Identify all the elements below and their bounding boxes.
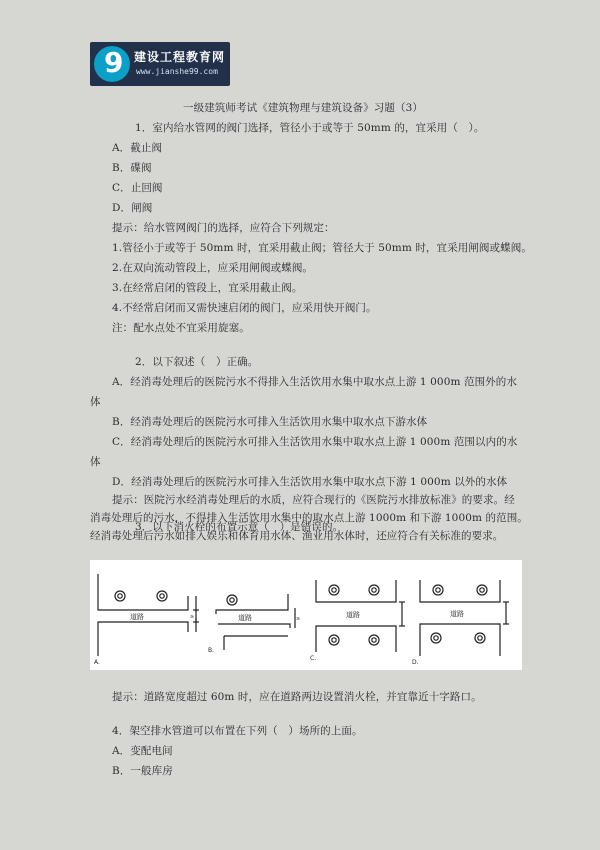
road-label: 道路	[450, 610, 464, 618]
q2-option-c-line1: C．经消毒处理后的医院污水可排入生活饮用水集中取水点上游 1 000m 范围以内的水	[112, 436, 518, 448]
q2-option-a-line1: A．经消毒处理后的医院污水不得排入生活饮用水集中取水点上游 1 000m 范围外的水	[112, 376, 517, 388]
q1-stem: 1．室内给水管网的阀门选择，管径小于或等于 50mm 的，宜采用（ ）。	[135, 122, 485, 134]
hydrant-icon	[329, 585, 339, 595]
q4-stem: 4．架空排水管道可以布置在下列（ ）场所的上面。	[112, 725, 363, 737]
hydrant-icon	[475, 633, 485, 643]
q2-hint-line3: 经消毒处理后污水如排入娱乐和体育用水体、渔业用水体时，还应符合有关标准的要求。	[90, 530, 504, 542]
q1-note: 注：配水点处不宜采用旋塞。	[112, 322, 250, 334]
q2-hint-line1: 提示：医院污水经消毒处理后的水质，应符合现行的《医院污水排放标准》的要求。经	[112, 494, 515, 506]
panel-label-d: D.	[412, 659, 419, 666]
q2-option-b: B．经消毒处理后的医院污水可排入生活饮用水集中取水点下游水体	[112, 416, 428, 428]
q3-stem: 3．以下消火栓的布置示意（ ）是错误的。	[135, 521, 344, 533]
svg-text:≥: ≥	[190, 614, 195, 620]
document-title: 一级建筑师考试《建筑物理与建筑设备》习题（3）	[183, 102, 423, 114]
hydrant-icon	[227, 595, 237, 605]
road-label: 道路	[346, 611, 360, 619]
hydrant-layout-diagram	[90, 560, 522, 670]
q2-option-d: D．经消毒处理后的医院污水可排入生活饮用水集中取水点下游 1 000m 以外的水体	[112, 476, 508, 488]
hydrant-icon	[369, 635, 379, 645]
q2-stem: 2．以下叙述（ ）正确。	[135, 356, 259, 368]
panel-label-c: C.	[310, 655, 317, 662]
panel-label-a: A.	[94, 659, 100, 666]
hydrant-icon	[433, 585, 443, 595]
panel-a	[94, 574, 199, 666]
q1-hint-title: 提示：给水管网阀门的选择，应符合下列规定：	[112, 222, 335, 234]
hydrant-icon	[477, 585, 487, 595]
q2-option-c-line2: 体	[90, 456, 101, 468]
q1-hint-3: 3.在经常启闭的管段上，宜采用截止阀。	[112, 282, 303, 294]
q2-option-a-line2: 体	[90, 396, 101, 408]
q3-hint: 提示：道路宽度超过 60m 时，应在道路两边设置消火栓，并宜靠近十字路口。	[112, 691, 482, 703]
q1-option-b: B．碟阀	[112, 162, 152, 174]
svg-text:≥: ≥	[296, 616, 301, 622]
logo-name: 建设工程教育网	[134, 50, 226, 64]
hydrant-icon	[115, 591, 125, 601]
hydrant-icon	[431, 633, 441, 643]
road-label: 道路	[130, 613, 144, 621]
q1-option-d: D．闸阀	[112, 202, 153, 214]
logo-url: www.jianshe99.com	[136, 67, 218, 76]
panel-d	[412, 580, 509, 666]
q1-option-c: C．止回阀	[112, 182, 163, 194]
panel-label-b: B.	[208, 647, 215, 654]
panel-c	[310, 580, 405, 662]
q4-option-a: A．变配电间	[112, 745, 173, 757]
q1-hint-1: 1.管径小于或等于 50mm 时，宜采用截止阀；管径大于 50mm 时，宜采用闸阀或蝶阀。	[112, 242, 532, 254]
hydrant-icon	[157, 591, 167, 601]
q1-hint-4: 4.不经常启闭而又需快速启闭的阀门，应采用快开阀门。	[112, 302, 377, 314]
q4-option-b: B．一般库房	[112, 765, 173, 777]
hydrant-icon	[369, 585, 379, 595]
q1-option-a: A．截止阀	[112, 142, 163, 154]
panel-b	[208, 594, 300, 654]
q1-hint-2: 2.在双向流动管段上，应采用闸阀或蝶阀。	[112, 262, 314, 274]
site-logo: 9 建设工程教育网 www.jianshe99.com	[90, 42, 230, 86]
road-label: 道路	[238, 614, 252, 622]
hydrant-icon	[329, 635, 339, 645]
q2-hint-line2: 消毒处理后的污水，不得排入生活饮用水集中的取水点上游 1000m 和下游 1000m 的范围。	[90, 512, 528, 524]
